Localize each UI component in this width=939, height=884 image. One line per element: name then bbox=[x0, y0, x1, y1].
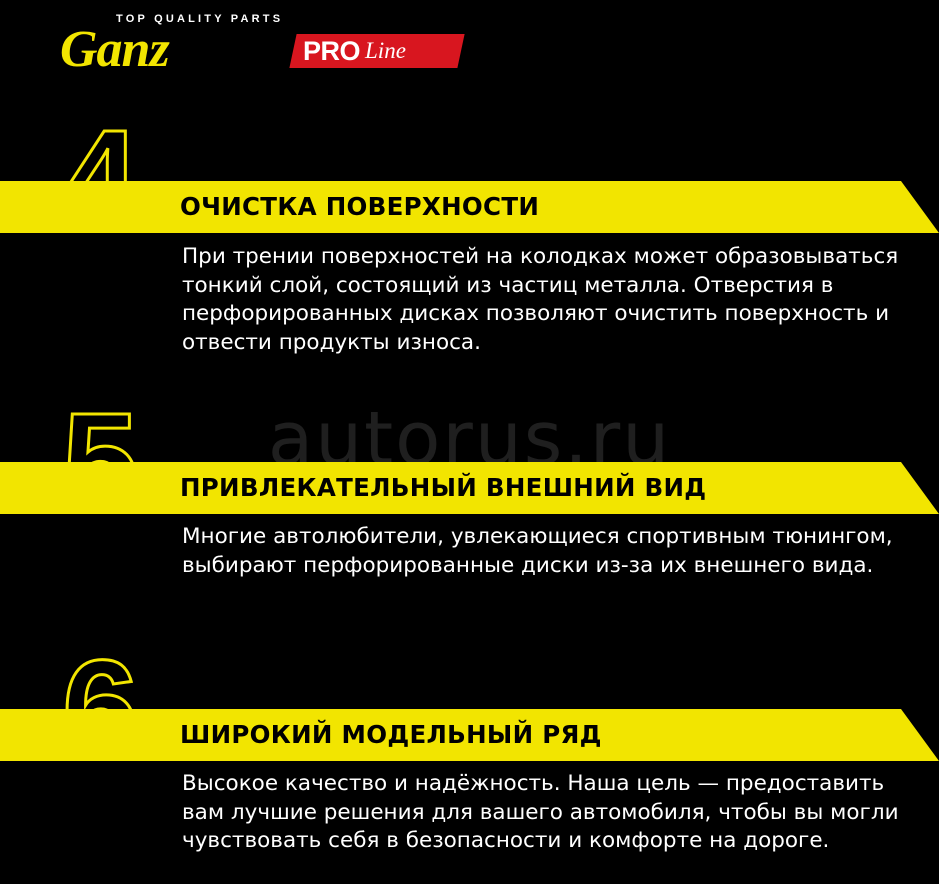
brand-logo bbox=[60, 4, 461, 78]
section-text-5: Многие автолюбители, увлекающиеся спортивным тюнингом, выбирают перфорированные диски из-за их внешнего вида. bbox=[182, 524, 893, 578]
section-title-4: ОЧИСТКА ПОВЕРХНОСТИ bbox=[180, 192, 540, 221]
badge-pro-text: PRO bbox=[303, 35, 361, 66]
proline-badge bbox=[290, 34, 465, 68]
brand-name: Ganz bbox=[60, 20, 169, 78]
section-number-4: 4 bbox=[62, 102, 139, 256]
brand-wordmark bbox=[60, 12, 284, 78]
badge-line-text: Line bbox=[365, 38, 407, 63]
section-title-6: ШИРОКИЙ МОДЕЛЬНЫЙ РЯД bbox=[180, 720, 602, 749]
section-number-6: 6 bbox=[62, 632, 139, 786]
section-title-5: ПРИВЛЕКАТЕЛЬНЫЙ ВНЕШНИЙ ВИД bbox=[180, 473, 707, 502]
section-text-6: Высокое качество и надёжность. Наша цель — предоставить вам лучшие решения для вашего автомобиля, чтобы вы могли чувствовать себя в безопасности и комфорте на дороге. bbox=[182, 771, 899, 854]
section-number-5: 5 bbox=[62, 385, 139, 539]
section-text-4: При трении поверхностей на колодках может образовываться тонкий слой, состоящий из частиц металла. Отверстия в перфорированных дисках позволяют очистить поверхность и отвести продукты износа. bbox=[182, 244, 899, 355]
brand-tagline: TOP QUALITY PARTS bbox=[116, 12, 284, 25]
watermark: autorus.ru bbox=[267, 396, 672, 482]
